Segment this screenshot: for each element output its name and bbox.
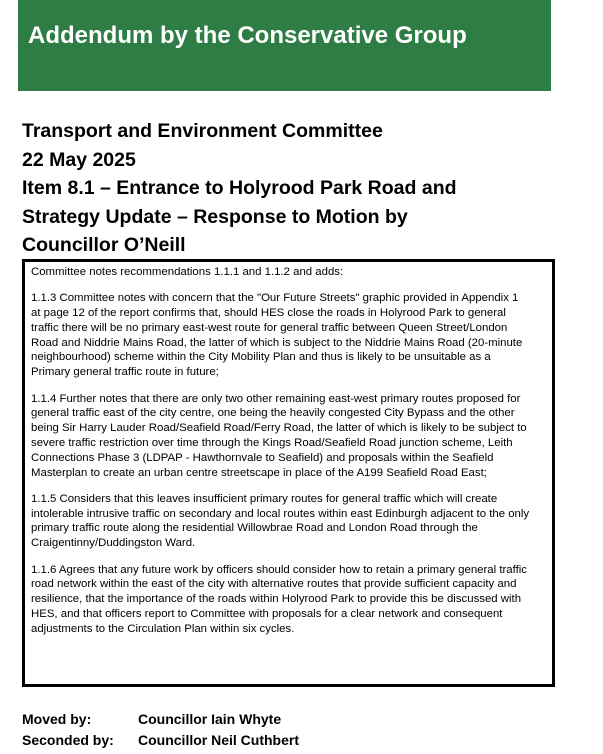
motion-line: 1.1.5 Considers that this leaves insufficient primary routes for general traffic which will create — [31, 492, 498, 505]
committee-name: Transport and Environment Committee — [22, 120, 383, 142]
meeting-date: 22 May 2025 — [22, 148, 136, 171]
motion-line: general traffic east of the city centre, one being the heavily congested City Bypass and the other — [31, 407, 515, 420]
motion-paragraph — [31, 563, 546, 637]
motion-line: 1.1.4 Further notes that there are only two other remaining east-west primary routes proposed for — [31, 392, 521, 405]
motion-paragraph — [31, 392, 546, 481]
motion-intro: Committee notes recommendations 1.1.1 and 1.1.2 and adds: — [31, 266, 344, 278]
motion-line: neighbourhood) scheme within the City Mobility Plan and thus is likely to be unsuitable as a — [31, 351, 491, 364]
moved-by-label: Moved by: — [22, 711, 92, 727]
motion-line: Craigentinny/Duddingston Ward. — [31, 537, 196, 550]
motion-line: at page 12 of the report confirms that, should HES close the roads in Holyrood Park to general — [31, 307, 506, 320]
motion-line: 1.1.3 Committee notes with concern that the "Our Future Streets" graphic provided in Appendix 1 — [31, 292, 519, 305]
motion-line: road network within the east of the city with alternative routes that provide sufficient capacity and — [31, 578, 517, 591]
motion-line: traffic there will be no primary east-west route for general traffic between Queen Street/London — [31, 321, 508, 334]
item-title-line: Item 8.1 – Entrance to Holyrood Park Road and — [22, 177, 457, 199]
motion-line: HES, and that officers report to Committee with proposals for a clear network and consequent — [31, 607, 503, 620]
motion-paragraph — [31, 291, 546, 380]
motion-line: primary traffic route along the residential Willowbrae Road and London Road through the — [31, 522, 478, 535]
motion-line: Primary general traffic route in future; — [31, 366, 219, 379]
header-banner — [18, 0, 551, 91]
seconded-by-name: Councillor Neil Cuthbert — [138, 732, 299, 748]
motion-paragraph — [31, 492, 546, 551]
seconded-by-row — [22, 732, 299, 748]
motion-line: Connections Phase 3 (LDPAP - Hawthornvale to Seafield) and proposals within the Seafield — [31, 451, 494, 464]
banner-title: Addendum by the Conservative Group — [28, 22, 467, 49]
seconded-by-label: Seconded by: — [22, 732, 114, 748]
motion-line: resilience, that the importance of the roads within Holyrood Park to provide this be discussed with — [31, 593, 522, 606]
moved-by-name: Councillor Iain Whyte — [138, 711, 282, 727]
motion-line: intolerable intrusive traffic on secondary and local routes within east Edinburgh adjacent to the only — [31, 507, 530, 520]
motion-text-box — [22, 259, 555, 687]
item-title-line: Councillor O’Neill — [22, 234, 186, 256]
motion-line: 1.1.6 Agrees that any future work by officers should consider how to retain a primary general traffic — [31, 563, 527, 576]
motion-line: adjustments to the Circulation Plan within six cycles. — [31, 622, 295, 635]
motion-line: being Sir Harry Lauder Road/Seafield Road/Ferry Road, the latter of which is likely to be subject to — [31, 422, 527, 435]
item-title-line: Strategy Update – Response to Motion by — [22, 205, 408, 228]
motion-line: severe traffic restriction over time through the Kings Road/Seafield Road junction scheme, Leith — [31, 436, 513, 449]
motion-line: Road and Niddrie Mains Road, the latter of which is subject to the Niddrie Mains Road (20-minute — [31, 336, 523, 349]
document-heading — [22, 117, 582, 260]
motion-line: Masterplan to create an urban centre streetscape in place of the A199 Seafield Road East; — [31, 466, 487, 479]
moved-by-row — [22, 711, 281, 727]
motion-paragraphs — [31, 291, 546, 636]
